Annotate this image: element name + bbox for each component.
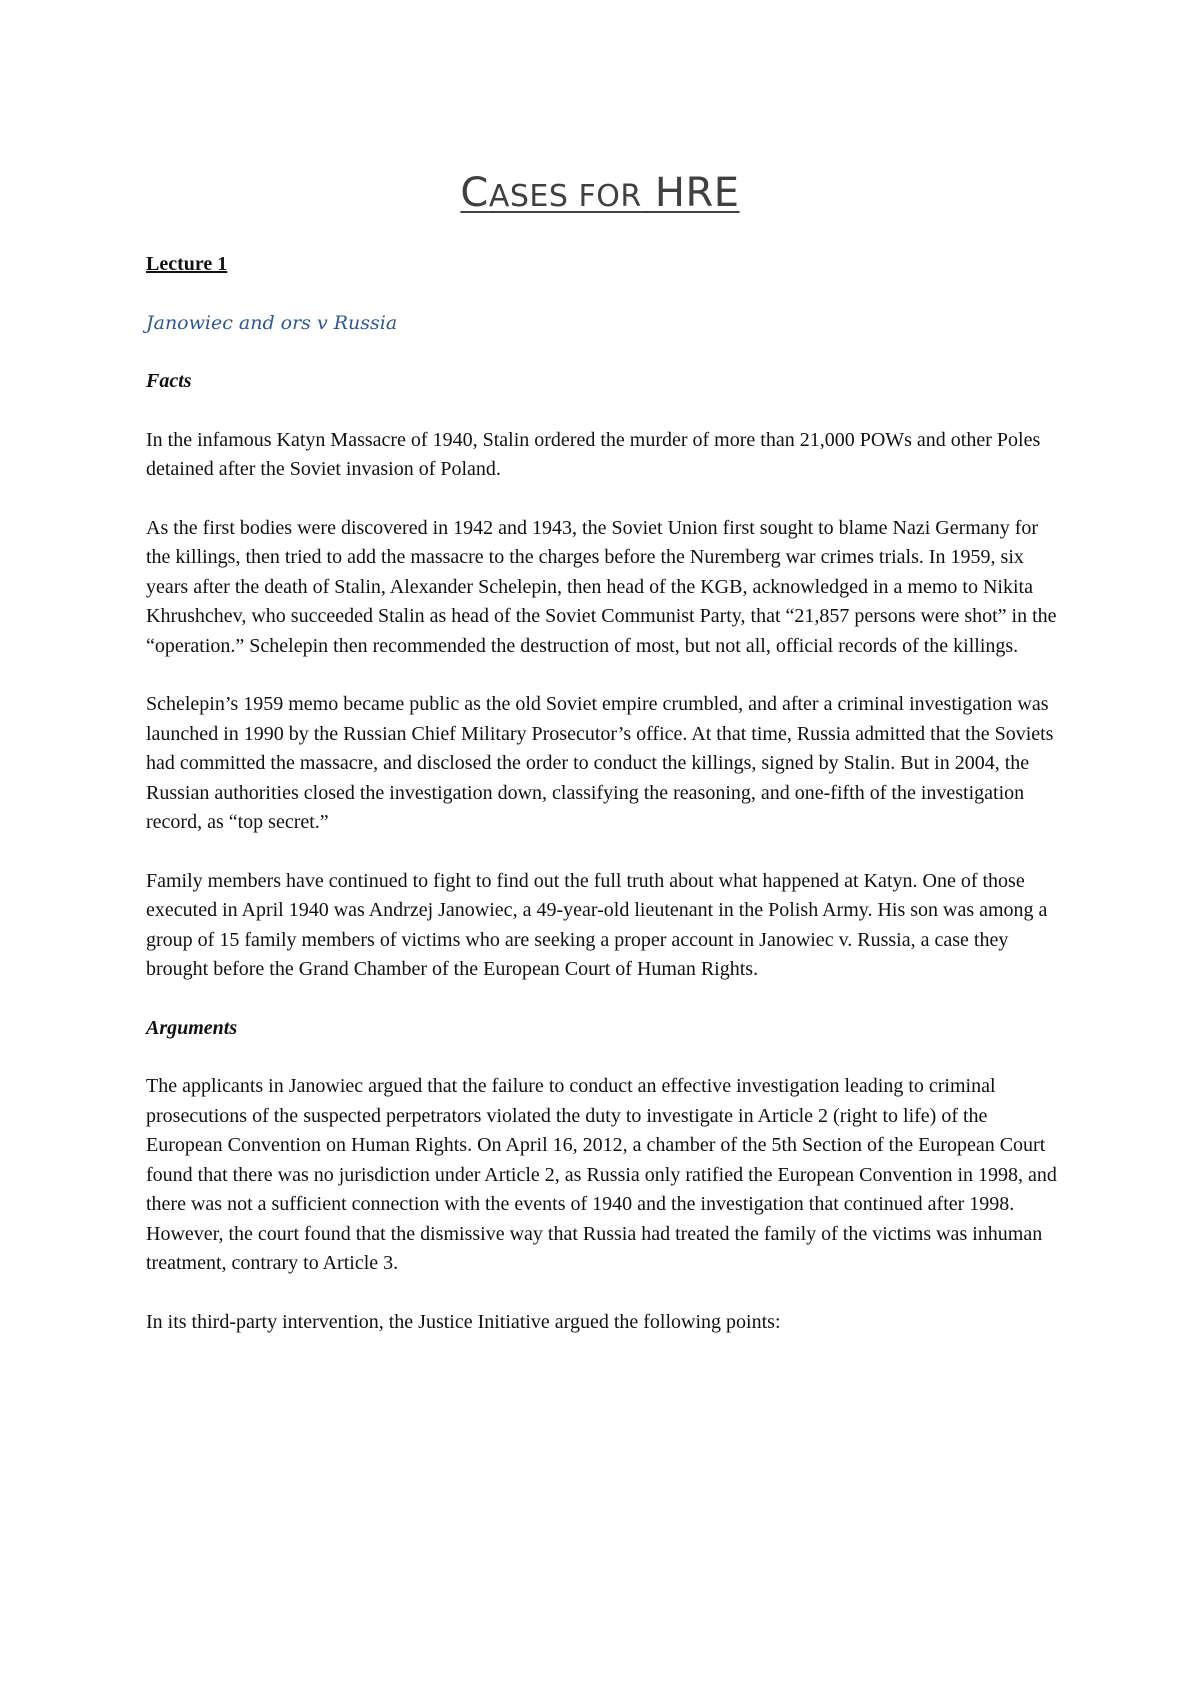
facts-paragraph: As the first bodies were discovered in 1942 and 1943, the Soviet Union first sought to blame Nazi Germany for the killings, then tried to add the massacre to the charges before the Nuremberg war crimes trials. In 1959, six years after the death of Stalin, Alexander Schelepin, then head of the KGB, acknowledged in a memo to Nikita Khrushchev, who succeeded Stalin as head of the Soviet Communist Party, that “21,857 persons were shot” in the “operation.” Schelepin then recommended the destruction of most, but not all, official records of the killings. <box>146 516 1057 657</box>
facts-paragraph: Schelepin’s 1959 memo became public as the old Soviet empire crumbled, and after a criminal investigation was launched in 1990 by the Russian Chief Military Prosecutor’s office. At that time, Russia admitted that the Soviets had committed the massacre, and disclosed the order to conduct the killings, signed by Stalin. But in 2004, the Russian authorities closed the investigation down, classifying the reasoning, and one-fifth of the investigation record, as “top secret.” <box>146 693 1054 833</box>
page-title <box>0 170 1200 216</box>
case-title: Janowiec and ors v Russia <box>146 311 398 334</box>
arguments-paragraph: In its third-party intervention, the Justice Initiative argued the following points: <box>146 1310 781 1333</box>
title-smallcaps-text: ASES FOR <box>488 179 642 214</box>
document-body <box>146 250 1066 1366</box>
facts-paragraph: Family members have continued to fight to find out the full truth about what happened at Katyn. One of those executed in April 1940 was Andrzej Janowiec, a 49-year-old lieutenant in the Polish Army. His son was among a group of 15 family members of victims who are seeking a proper account in Janowiec v. Russia, a case they brought before the Grand Chamber of the European Court of Human Rights. <box>146 869 1048 980</box>
title-end-text: HRE <box>654 170 740 216</box>
facts-heading: Facts <box>146 370 192 392</box>
facts-paragraph: In the infamous Katyn Massacre of 1940, Stalin ordered the murder of more than 21,000 POWs and other Poles detained after the Soviet invasion of Poland. <box>146 428 1041 480</box>
title-first-letter: C <box>460 170 489 216</box>
lecture-heading: Lecture 1 <box>146 253 228 275</box>
arguments-paragraph: The applicants in Janowiec argued that the failure to conduct an effective investigation leading to criminal prosecutions of the suspected perpetrators violated the duty to investigate in Article 2 (right to life) of the European Convention on Human Rights. On April 16, 2012, a chamber of the 5th Section of the European Court found that there was no jurisdiction under Article 2, as Russia only ratified the European Convention in 1998, and there was not a sufficient connection with the events of 1940 and the investigation that continued after 1998. However, the court found that the dismissive way that Russia had treated the family of the victims was inhuman treatment, contrary to Article 3. <box>146 1075 1057 1274</box>
arguments-heading: Arguments <box>146 1016 238 1039</box>
